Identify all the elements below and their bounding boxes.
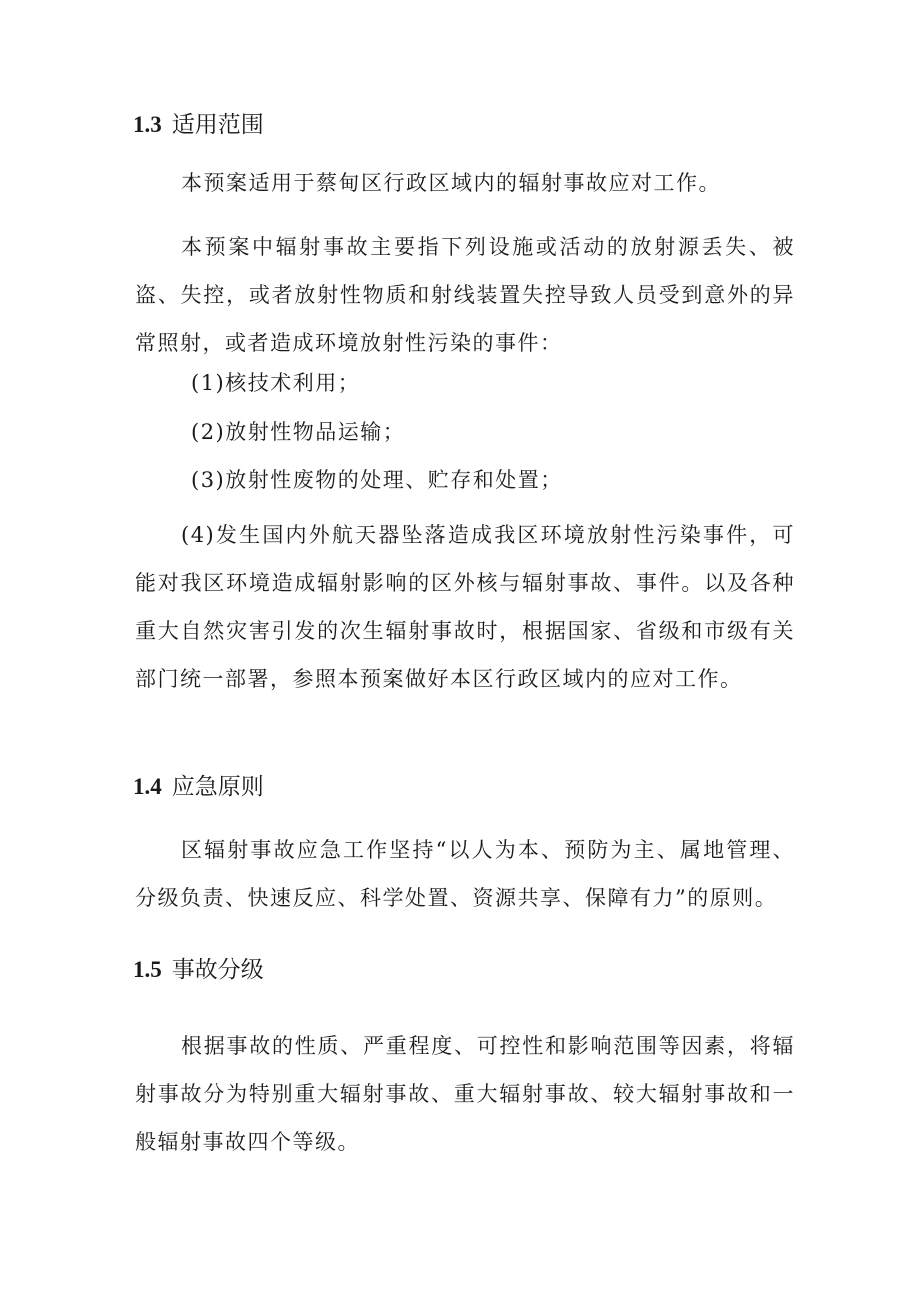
section-title: 事故分级 xyxy=(171,957,264,983)
paragraph-scope: 本预案适用于蔡甸区行政区域内的辐射事故应对工作。 xyxy=(181,171,721,195)
section-heading-1-5 xyxy=(133,955,264,985)
section-number: 1.5 xyxy=(133,957,162,982)
list-item-4: (4)发生国内外航天器坠落造成我区环境放射性污染事件，可能对我区环境造成辐射影响的区外核与辐射事故、事件。以及各种重大自然灾害引发的次生辐射事故时，根据国家、省级和市级有关部门统一部署，参照本预案做好本区行政区域内的应对工作。 xyxy=(135,523,795,691)
list-item: (1)核技术利用； xyxy=(191,371,361,395)
section-title: 应急原则 xyxy=(171,774,264,800)
paragraph-classification: 根据事故的性质、严重程度、可控性和影响范围等因素，将辐射事故分为特别重大辐射事故、重大辐射事故、较大辐射事故和一般辐射事故四个等级。 xyxy=(135,1034,795,1154)
paragraph-principles: 区辐射事故应急工作坚持“以人为本、预防为主、属地管理、分级负责、快速反应、科学处置、资源共享、保障有力”的原则。 xyxy=(135,838,795,910)
section-number: 1.3 xyxy=(133,112,162,137)
list-item: (2)放射性物品运输； xyxy=(191,420,406,444)
section-heading-1-4 xyxy=(133,772,264,802)
section-heading-1-3 xyxy=(133,110,264,140)
section-number: 1.4 xyxy=(133,774,162,799)
paragraph-definition: 本预案中辐射事故主要指下列设施或活动的放射源丢失、被盗、失控，或者放射性物质和射线装置失控导致人员受到意外的异常照射，或者造成环境放射性污染的事件： xyxy=(135,235,795,355)
section-title: 适用范围 xyxy=(171,112,264,138)
list-item: (3)放射性废物的处理、贮存和处置； xyxy=(191,468,563,492)
